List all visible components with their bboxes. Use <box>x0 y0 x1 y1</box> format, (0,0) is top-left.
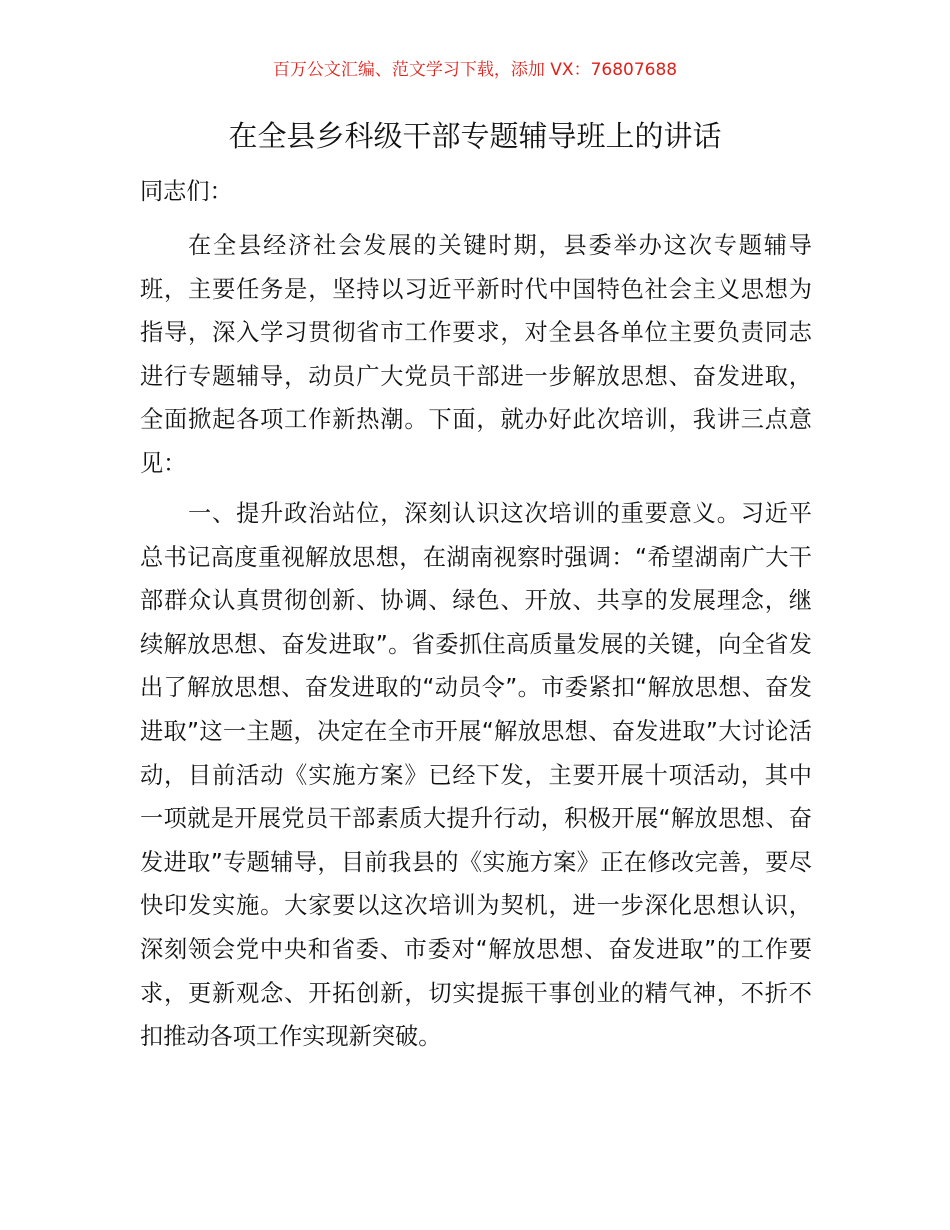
paragraph-section-one: 一、提升政治站位，深刻认识这次培训的重要意义。习近平总书记高度重视解放思想，在湖南视察时强调：“希望湖南广大干部群众认真贯彻创新、协调、绿色、开放、共享的发展理念，继续解放思想、奋发进取”。省委抓住高质量发展的关键，向全省发出了解放思想、奋发进取的“动员令”。市委紧扣“解放思想、奋发进取”这一主题，决定在全市开展“解放思想、奋发进取”大讨论活动，目前活动《实施方案》已经下发，主要开展十项活动，其中一项就是开展党员干部素质大提升行动，积极开展“解放思想、奋发进取”专题辅导，目前我县的《实施方案》正在修改完善，要尽快印发实施。大家要以这次培训为契机，进一步深化思想认识，深刻领会党中央和省委、市委对“解放思想、奋发进取”的工作要求，更新观念、开拓创新，切实提振干事创业的精气神，不折不扣推动各项工作实现新突破。 <box>140 500 812 1051</box>
salutation: 同志们： <box>140 178 233 205</box>
paragraph-intro: 在全县经济社会发展的关键时期，县委举办这次专题辅导班，主要任务是，坚持以习近平新时代中国特色社会主义思想为指导，深入学习贯彻省市工作要求，对全县各单位主要负责同志进行专题辅导，动员广大党员干部进一步解放思想、奋发进取，全面掀起各项工作新热潮。下面，就办好此次培训，我讲三点意见： <box>140 232 812 477</box>
header-watermark: 百万公文汇编、范文学习下载，添加 VX：76807688 <box>272 60 678 80</box>
document-title: 在全县乡科级干部专题辅导班上的讲话 <box>228 119 722 153</box>
